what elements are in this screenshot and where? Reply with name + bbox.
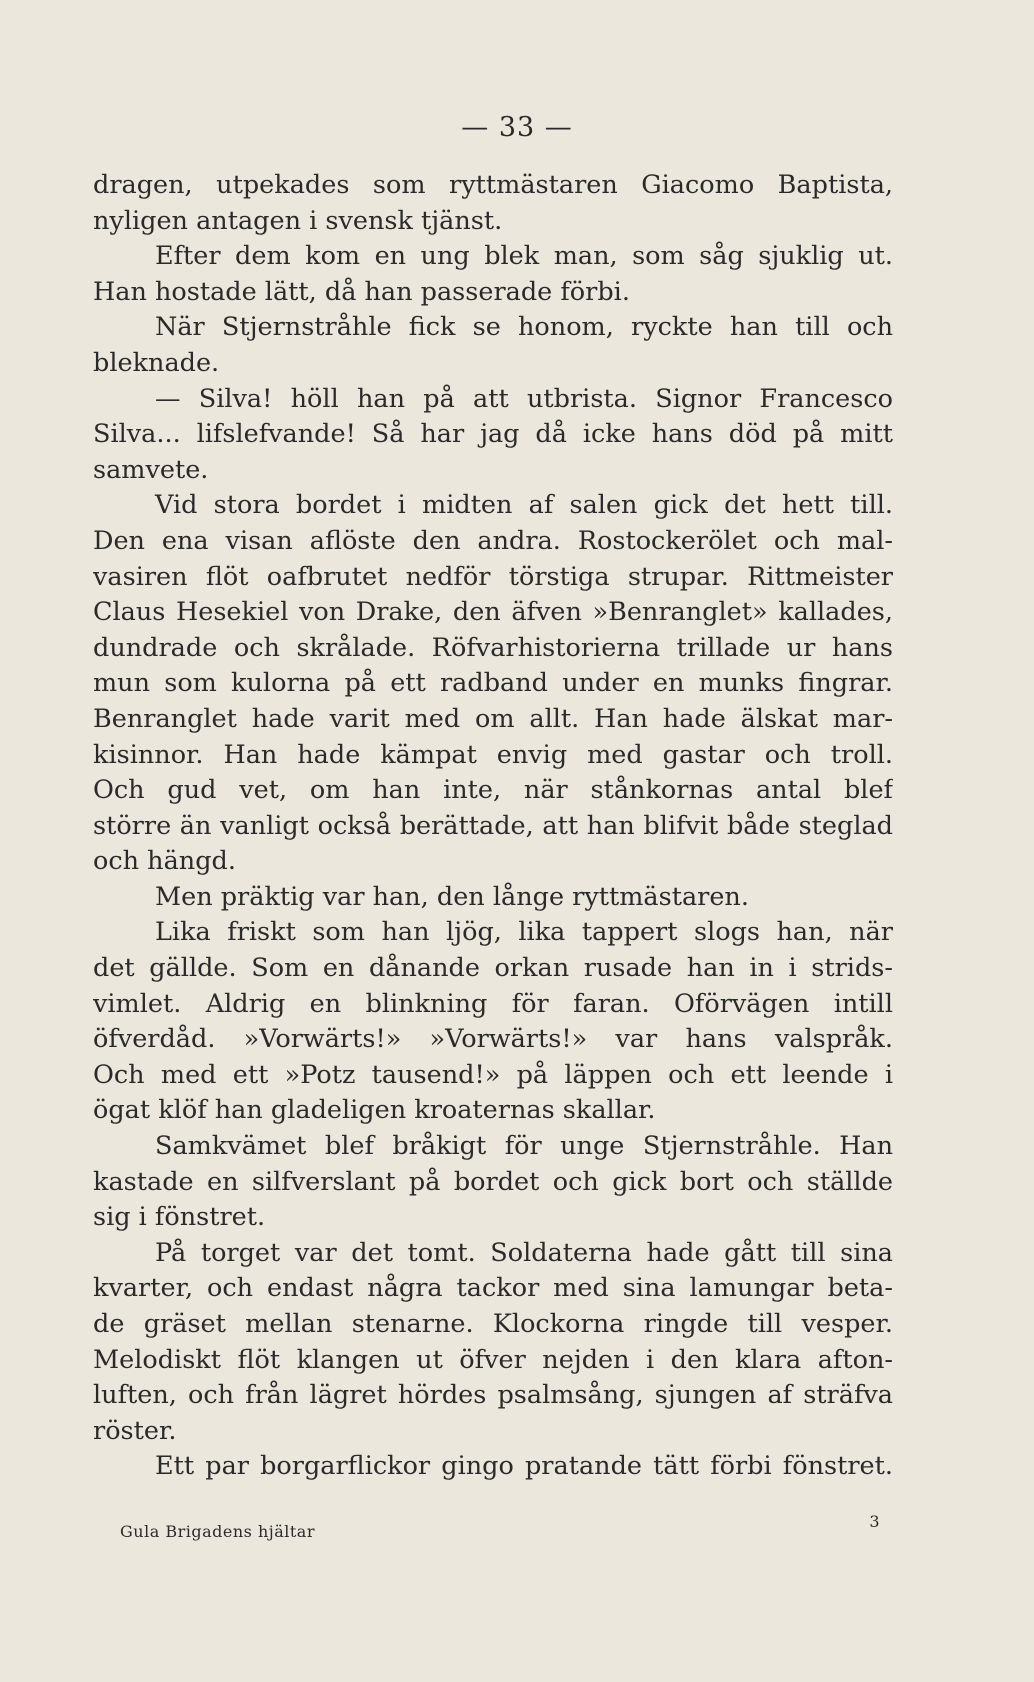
text-line: — Silva! höll han på att utbrista. Signor Francesco bbox=[155, 383, 893, 414]
text-line: Benranglet hade varit med om allt. Han hade älskat mar- bbox=[93, 703, 893, 734]
text-line: bleknade. bbox=[93, 347, 220, 378]
text-line: samvete. bbox=[93, 454, 209, 485]
text-line: På torget var det tomt. Soldaterna hade gått till sina bbox=[155, 1237, 893, 1268]
text-line: vasiren flöt oafbrutet nedför törstiga strupar. Rittmeister bbox=[93, 561, 893, 592]
text-line: sig i fönstret. bbox=[93, 1202, 266, 1233]
text-line: Melodiskt flöt klangen ut öfver nejden i den klara afton- bbox=[93, 1344, 893, 1375]
text-line: När Stjernstråhle fick se honom, ryckte han till och bbox=[155, 312, 893, 343]
footer-book-title: Gula Brigadens hjältar bbox=[120, 1522, 315, 1541]
body-text bbox=[93, 168, 893, 1485]
text-line: det gällde. Som en dånande orkan rusade han in i strids- bbox=[93, 953, 893, 984]
footer-signature-number: 3 bbox=[869, 1512, 880, 1531]
text-line: ögat klöf han gladeligen kroaternas skallar. bbox=[93, 1095, 656, 1126]
text-line: Samkvämet blef bråkigt för unge Stjernstråhle. Han bbox=[155, 1131, 893, 1162]
text-line: Claus Hesekiel von Drake, den äfven »Benranglet» kallades, bbox=[93, 597, 893, 628]
page-number: — 33 — bbox=[461, 112, 573, 143]
text-line: Men präktig var han, den långe ryttmästaren. bbox=[155, 881, 749, 912]
text-line: dragen, utpekades som ryttmästaren Giacomo Baptista, bbox=[93, 170, 893, 200]
text-line: vimlet. Aldrig en blinkning för faran. Oförvägen intill bbox=[93, 988, 893, 1019]
text-line: Och gud vet, om han inte, när stånkornas antal blef bbox=[93, 775, 893, 806]
text-line: luften, och från lägret hördes psalmsång, sjungen af sträfva bbox=[93, 1380, 893, 1411]
text-line: de gräset mellan stenarne. Klockorna ringde till vesper. bbox=[93, 1309, 893, 1339]
text-line: mun som kulorna på ett radband under en munks fingrar. bbox=[93, 668, 893, 699]
text-line: dundrade och skrålade. Röfvarhistorierna trillade ur hans bbox=[93, 632, 893, 663]
text-line: kvarter, och endast några tackor med sina lamungar beta- bbox=[93, 1273, 893, 1304]
text-line: Silva... lifslefvande! Så har jag då icke hans död på mitt bbox=[93, 419, 893, 450]
text-line: röster. bbox=[93, 1415, 177, 1446]
text-line: öfverdåd. »Vorwärts!» »Vorwärts!» var hans valspråk. bbox=[93, 1024, 893, 1055]
text-line: kastade en silfverslant på bordet och gick bort och ställde bbox=[93, 1166, 893, 1197]
text-line: Han hostade lätt, då han passerade förbi. bbox=[93, 276, 630, 307]
text-line: Vid stora bordet i midten af salen gick det hett till. bbox=[155, 490, 893, 521]
text-line: nyligen antagen i svensk tjänst. bbox=[93, 205, 503, 236]
text-line: större än vanligt också berättade, att han blifvit både steglad bbox=[93, 810, 893, 841]
text-line: kisinnor. Han hade kämpat envig med gastar och troll. bbox=[93, 739, 893, 770]
text-line: Lika friskt som han ljög, lika tappert slogs han, när bbox=[155, 917, 893, 948]
text-line: Ett par borgarflickor gingo pratande tätt förbi fönstret. bbox=[155, 1451, 893, 1482]
text-line: Den ena visan aflöste den andra. Rostockerölet och mal- bbox=[93, 525, 893, 556]
text-line: Och med ett »Potz tausend!» på läppen och ett leende i bbox=[93, 1059, 893, 1090]
text-line: Efter dem kom en ung blek man, som såg sjuklig ut. bbox=[155, 241, 893, 272]
text-line: och hängd. bbox=[93, 846, 236, 877]
